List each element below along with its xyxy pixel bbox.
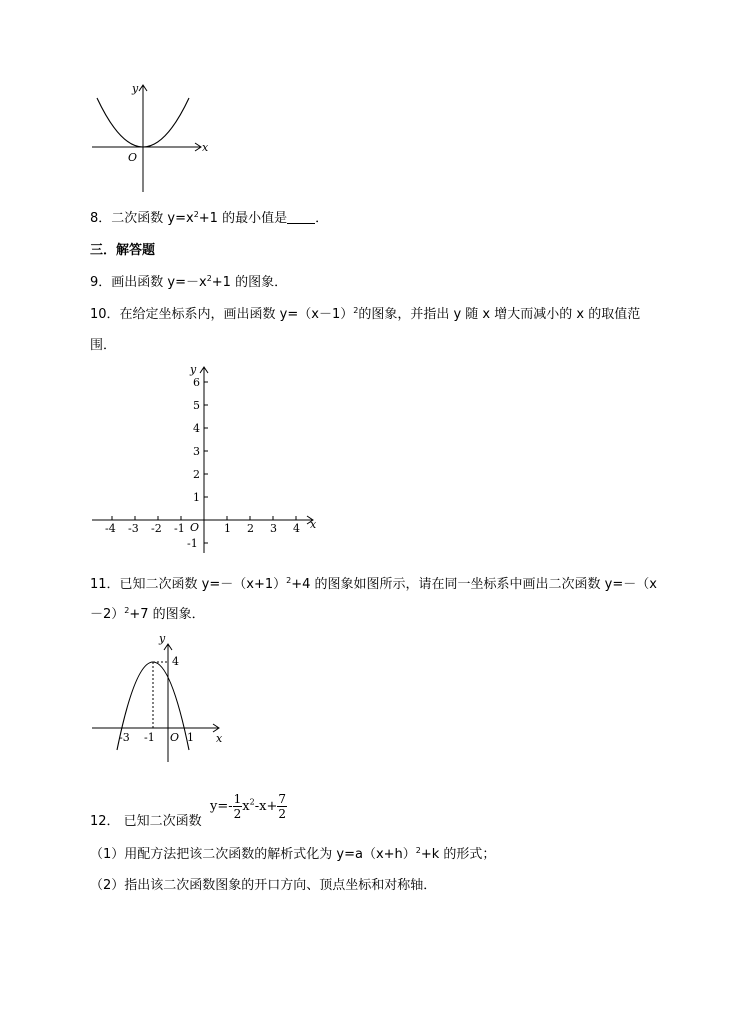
fig1-axes — [92, 85, 201, 192]
fig2-x-label: x — [310, 518, 317, 531]
q12-frac2-den: 2 — [278, 807, 286, 821]
question-8 — [90, 207, 328, 226]
q12-part1-exponent: 2 — [415, 846, 421, 855]
q10-prefix: 10．在给定坐标系内，画出函数 y=（x－1） — [90, 307, 354, 322]
fig2-origin-label: O — [190, 521, 200, 534]
fig2-x-tick-label: 4 — [293, 522, 300, 535]
fig2-x-tick-label: 1 — [224, 522, 231, 535]
fig2-y-tick-label: 2 — [193, 468, 200, 481]
fig2-y-tick-label: 3 — [193, 445, 200, 458]
q8-suffix: +1 的最小值是 — [198, 211, 288, 226]
q8-exponent: 2 — [193, 210, 199, 219]
fig2-y-tick-label: 4 — [193, 422, 200, 435]
q9-prefix: 9．画出函数 y=－x — [90, 275, 207, 290]
fig2-x-tick-label: -2 — [151, 522, 162, 535]
question-12-part-1 — [90, 843, 495, 862]
fig2-y-tick-label: 1 — [193, 491, 200, 504]
q12-formula-lhs: y=- — [210, 799, 233, 814]
q10-exponent: 2 — [353, 306, 359, 315]
fig3-origin-label: O — [170, 731, 180, 744]
q12-frac1-num: 1 — [233, 792, 242, 806]
q11-suffix: +4 的图象如图所示，请在同一坐标系中画出二次函数 y=－（x — [291, 577, 657, 592]
q8-end: ． — [315, 211, 329, 226]
fig2-x-tick-label: -3 — [128, 522, 139, 535]
fig2-y-tick-label: 5 — [193, 399, 200, 412]
q12-formula — [210, 792, 287, 821]
question-11-line-2 — [90, 603, 205, 622]
fig3-axes — [92, 644, 219, 762]
q12-fraction-2 — [277, 792, 287, 821]
q11-line2-prefix: －2） — [90, 607, 125, 622]
question-9 — [90, 271, 287, 290]
question-12-part-2: （2）指出该二次函数图象的开口方向、顶点坐标和对称轴． — [90, 878, 437, 893]
fig2-y-label: y — [190, 363, 197, 376]
q11-exponent-2: 2 — [124, 606, 130, 615]
fig3-x-label: x — [216, 732, 223, 745]
q8-prefix: 8．二次函数 y=x — [90, 211, 194, 226]
q12-fraction-1 — [233, 792, 243, 821]
q12-part1-prefix: （1）用配方法把该二次函数的解析式化为 y=a（x+h） — [90, 847, 416, 862]
fig2-axes — [92, 367, 313, 553]
fig3-x-tick-neg3: -3 — [119, 731, 130, 744]
q12-part1-suffix: +k 的形式； — [420, 847, 496, 862]
q11-line2-suffix: +7 的图象． — [129, 607, 205, 622]
fig2-y-tick-label: -1 — [187, 537, 198, 550]
q12-frac2-num: 7 — [278, 792, 286, 806]
fig3-x-tick-neg1: -1 — [144, 731, 155, 744]
fig1-origin-label: O — [128, 151, 138, 164]
fig1-x-label: x — [202, 141, 209, 154]
fig2-x-ticks — [105, 516, 300, 535]
q12-formula-mid: -x+ — [254, 799, 278, 814]
q10-suffix: 的图象，并指出 y 随 x 增大而减小的 x 的取值范 — [358, 307, 641, 322]
q11-prefix: 11．已知二次函数 y=－（x+1） — [90, 577, 287, 592]
fig2-x-tick-label: 3 — [270, 522, 277, 535]
q9-exponent: 2 — [206, 274, 212, 283]
q12-formula-exp: 2 — [249, 797, 255, 807]
q12-formula-x: x — [242, 799, 250, 814]
fig3-x-tick-1: 1 — [187, 731, 194, 744]
fig2-x-tick-label: -1 — [174, 522, 185, 535]
section-3-heading: 三．解答题 — [90, 243, 156, 258]
question-10-line-1 — [90, 303, 640, 322]
fig2-x-tick-label: -4 — [105, 522, 116, 535]
fig3-y-tick-4: 4 — [172, 655, 179, 668]
q11-exponent-1: 2 — [286, 576, 292, 585]
fig3-y-label: y — [159, 632, 166, 645]
fig2-y-tick-label: 6 — [193, 376, 200, 389]
fig1-y-label: y — [132, 82, 139, 95]
question-12: 12． 已知二次函数 — [90, 814, 202, 829]
question-10-line-2: 围． — [90, 338, 117, 353]
q9-suffix: +1 的图象． — [211, 275, 288, 290]
q12-frac1-den: 2 — [233, 807, 242, 821]
q8-answer-blank[interactable] — [287, 212, 315, 224]
question-11-line-1 — [90, 573, 657, 592]
fig2-x-tick-label: 2 — [247, 522, 254, 535]
